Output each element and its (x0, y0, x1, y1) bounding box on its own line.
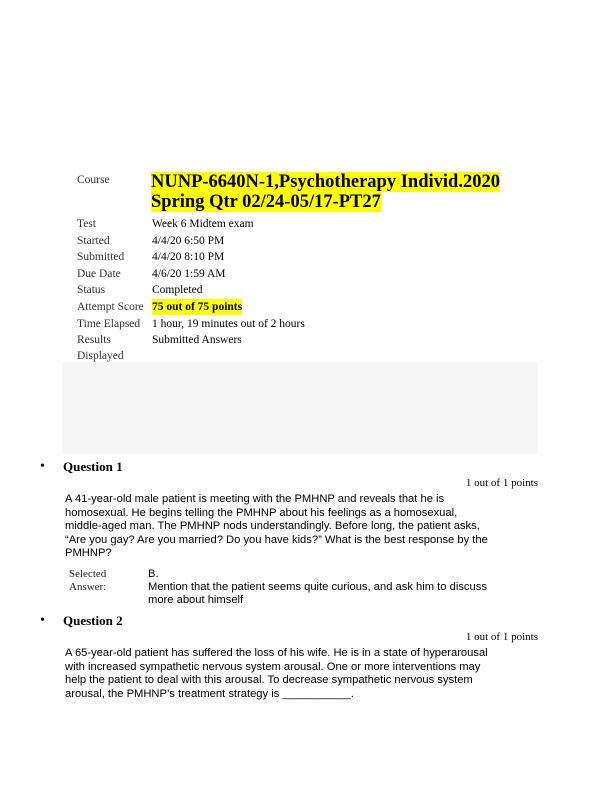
test-value: Week 6 Midtem exam (152, 218, 254, 230)
question-title: Question 1 (63, 459, 123, 474)
results-label-line-2: Displayed (77, 350, 124, 363)
results-displayed-label (77, 332, 151, 364)
question-text-line: homosexual. He begins telling the PMHNP about his feelings as a homosexual, (65, 506, 458, 519)
status-label: Status (77, 284, 106, 297)
selected-label-line-2: Answer: (69, 581, 107, 593)
submitted-label: Submitted (77, 251, 125, 264)
results-label-line-1: Results (77, 334, 111, 347)
time-elapsed-value: 1 hour, 19 minutes out of 2 hours (152, 317, 305, 330)
attempt-score-value: 75 out of 75 points (152, 300, 243, 313)
test-row (77, 216, 537, 233)
time-elapsed-label: Time Elapsed (77, 317, 141, 330)
test-label: Test (77, 218, 96, 230)
course-title-line-1: NUNP-6640N-1,Psychotherapy Individ.2020 (151, 172, 500, 192)
due-date-value: 4/6/20 1:59 AM (152, 267, 226, 280)
question-text-line: help the patient to deal with this arousal. To decrease sympathetic nervous system (65, 674, 473, 686)
question-points: 1 out of 1 points (465, 477, 538, 489)
status-value: Completed (152, 284, 203, 297)
submitted-row (77, 249, 537, 266)
selected-answer (148, 568, 518, 607)
question-text-line: arousal, the PMHNP’s treatment strategy is ___________. (65, 687, 354, 700)
question-points: 1 out of 1 points (465, 631, 538, 643)
started-row (77, 233, 537, 250)
question-1 (40, 460, 540, 610)
started-value: 4/4/20 6:50 PM (152, 234, 225, 247)
answer-letter: B. (148, 568, 159, 580)
attempt-summary (77, 172, 537, 362)
course-row (77, 172, 537, 216)
answer-text-line: more about himself (148, 594, 244, 606)
time-elapsed-row (77, 316, 537, 333)
question-text (65, 493, 517, 561)
question-text-line: A 65-year-old patient has suffered the loss of his wife. He is in a state of hyperarousal (65, 647, 488, 659)
bullet-icon: • (40, 459, 45, 474)
bullet-icon: • (40, 613, 45, 628)
question-text-line: with increased sympathetic nervous system arousal. One or more interventions may (65, 660, 481, 673)
course-title (151, 172, 500, 212)
answer-text-line: Mention that the patient seems quite curious, and ask him to discuss (148, 581, 487, 593)
submitted-value: 4/4/20 8:10 PM (152, 251, 225, 264)
question-text-line: middle-aged man. The PMHNP nods understandingly. Before long, the patient asks, (65, 520, 480, 532)
started-label: Started (77, 234, 110, 247)
question-title: Question 2 (63, 613, 123, 628)
selected-answer-label (69, 568, 129, 594)
due-date-row (77, 266, 537, 283)
results-displayed-value: Submitted Answers (152, 334, 242, 347)
attempt-score-row (77, 299, 537, 316)
question-text-line: PMHNP? (65, 547, 112, 559)
blank-panel (62, 362, 538, 454)
selected-label-line-1: Selected (69, 568, 107, 580)
question-text-line: A 41-year-old male patient is meeting with the PMHNP and reveals that he is (65, 493, 445, 505)
attempt-score-label: Attempt Score (77, 300, 144, 313)
results-displayed-row (77, 332, 537, 362)
course-title-line-2: Spring Qtr 02/24-05/17-PT27 (151, 192, 381, 212)
status-row (77, 282, 537, 299)
course-label: Course (77, 174, 110, 186)
question-2 (40, 614, 540, 714)
question-text (65, 647, 517, 701)
question-text-line: “Are you gay? Are you married? Do you have kids?” What is the best response by the (65, 533, 488, 546)
due-date-label: Due Date (77, 267, 121, 280)
